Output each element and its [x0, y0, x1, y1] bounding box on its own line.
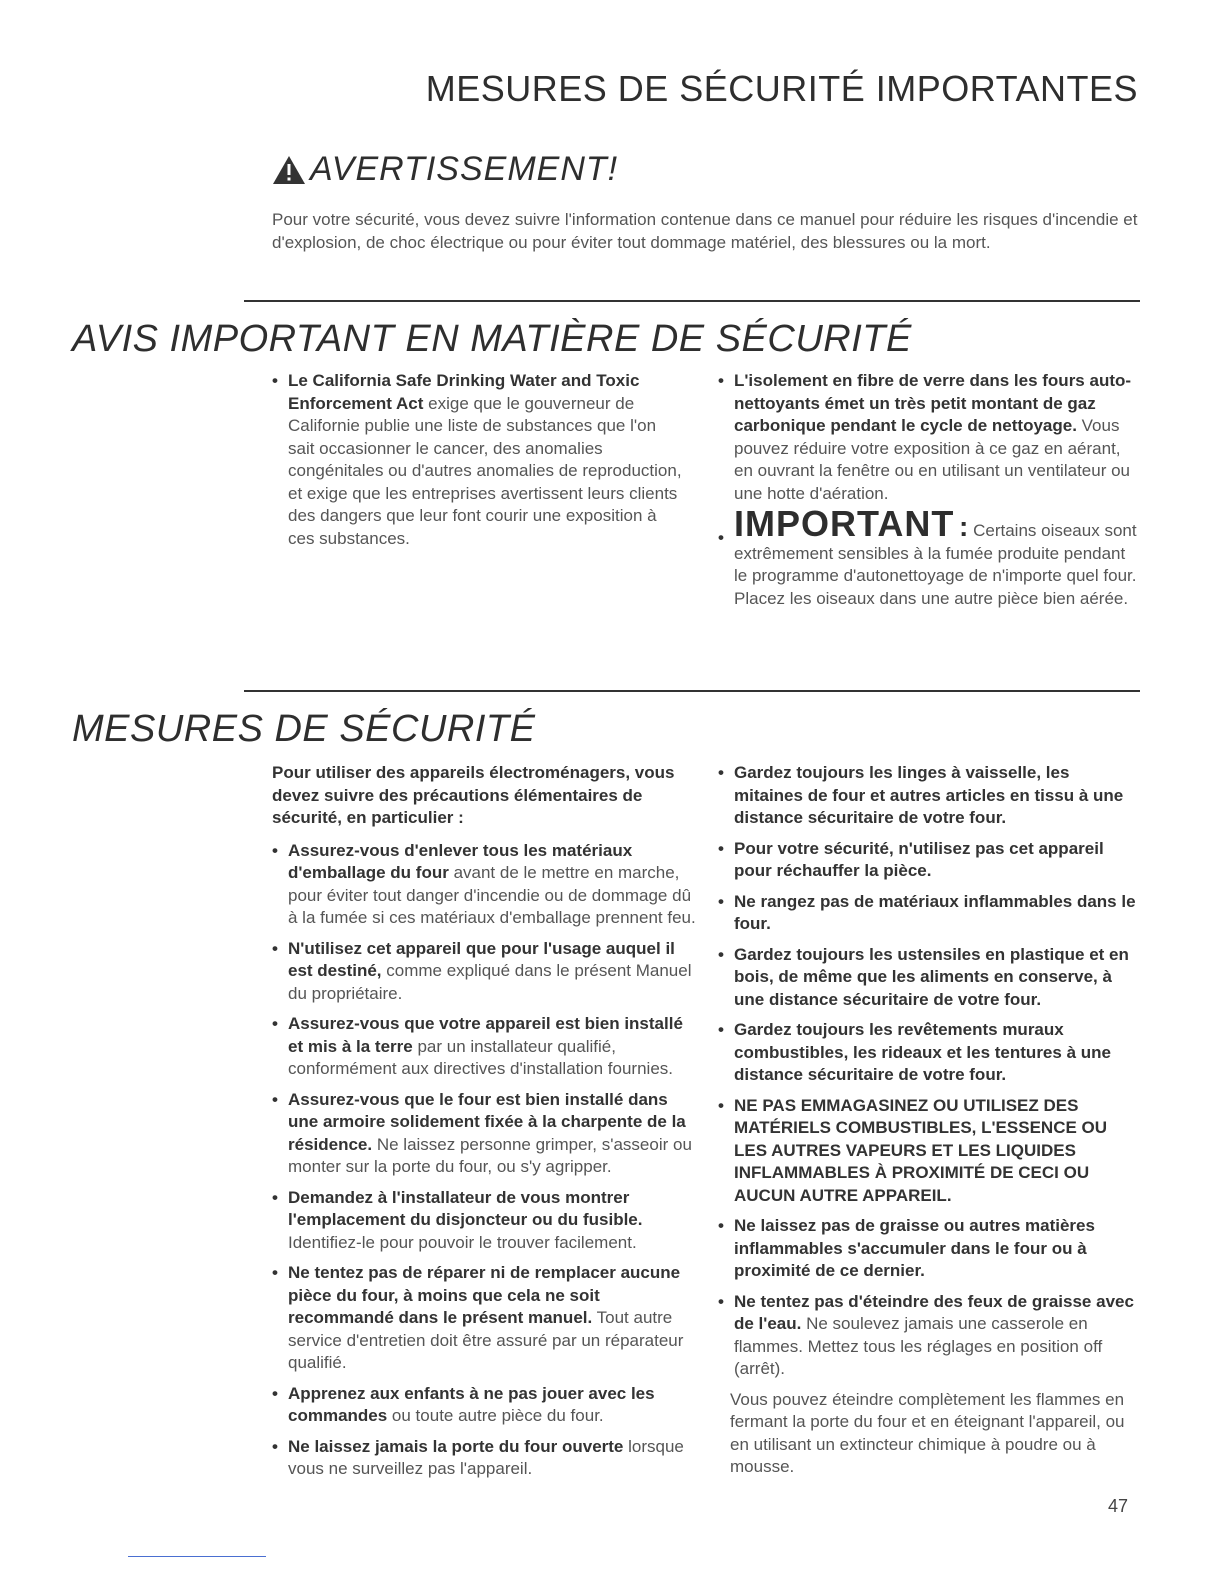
notice-title: AVIS IMPORTANT EN MATIÈRE DE SÉCURITÉ: [72, 318, 912, 360]
item-text: lorsque vous ne surveillez pas l'appareil.: [288, 1436, 684, 1478]
item-bold: NE PAS EMMAGASINEZ OU UTILISEZ DES MATÉRIELS COMBUSTIBLES, L'ESSENCE OU LES AUTRES VAPEURS ET LES LIQUIDES INFLAMMABLES À PROXIMITÉ DE CECI OU AUCUN AUTRE APPAREIL.: [734, 1095, 1108, 1205]
item-text: Identifiez-le pour pouvoir le trouver facilement.: [288, 1232, 637, 1252]
safety-left-column: [272, 762, 697, 1489]
item-bold: Assurez-vous que votre appareil est bien installé et mis à la terre: [288, 1014, 683, 1056]
item-bold: Ne tentez pas d'éteindre des feux de graisse avec de l'eau.: [734, 1291, 1134, 1333]
important-colon: :: [959, 511, 969, 542]
item-bold: Ne laissez pas de graisse ou autres matières inflammables s'accumuler dans le four ou à proximité de ce dernier.: [734, 1216, 1095, 1280]
notice-right-item: [718, 370, 1143, 505]
item-bold: Demandez à l'installateur de vous montrer l'emplacement du disjoncteur ou du fusible.: [288, 1187, 643, 1229]
item-text: comme expliqué dans le présent Manuel du propriétaire.: [288, 961, 692, 1003]
notice-right-column: [718, 370, 1143, 610]
important-note: [718, 503, 1143, 610]
list-item: [272, 1383, 697, 1428]
item-bold: Ne rangez pas de matériaux inflammables dans le four.: [734, 891, 1136, 933]
list-item: [718, 1291, 1143, 1381]
list-item: [718, 1215, 1143, 1283]
page-title: MESURES DE SÉCURITÉ IMPORTANTES: [425, 68, 1138, 109]
item-text: avant de le mettre en marche, pour éviter tout danger d'incendie ou de dommage dû à la fumée si ces matériaux d'emballage prennent feu.: [288, 863, 696, 927]
list-item: [272, 1262, 697, 1375]
closing-paragraph: Vous pouvez éteindre complètement les flammes en fermant la porte du four et en éteignant l'appareil, ou en utilisant un extincteur chimique à poudre ou à mousse.: [730, 1389, 1125, 1476]
list-item: [718, 762, 1143, 830]
safety-right-column: [718, 762, 1143, 1479]
safety-right-list: [718, 762, 1143, 1381]
item-bold: Gardez toujours les ustensiles en plastique et en bois, de même que les aliments en conserve, à une distance sécuritaire de votre four.: [734, 944, 1129, 1009]
item-text: Tout autre service d'entretien doit être assuré par un réparateur qualifié.: [288, 1308, 684, 1372]
safety-intro: Pour utiliser des appareils électroménagers, vous devez suivre des précautions élémentaires de sécurité, en particulier :: [272, 763, 675, 827]
warning-triangle-icon: [272, 154, 306, 186]
divider-2: [244, 690, 1140, 692]
list-item: [718, 1019, 1143, 1087]
bottom-rule: [128, 1556, 266, 1557]
notice-right-text: Vous pouvez réduire votre exposition à ce gaz en aérant, en ouvrant la fenêtre ou en utilisant un ventilateur ou une hotte d'aération.: [734, 416, 1130, 503]
item-bold: Gardez toujours les linges à vaisselle, les mitaines de four et autres articles en tissu à une distance sécuritaire de votre four.: [734, 763, 1124, 827]
important-text: Certains oiseaux sont extrêmement sensibles à la fumée produite pendant le programme d'autonettoyage de n'importe quel four. Placez les oiseaux dans une autre pièce bien aérée.: [734, 521, 1137, 608]
item-bold: Gardez toujours les revêtements muraux combustibles, les rideaux et les tentures à une distance sécuritaire de votre four.: [734, 1020, 1111, 1084]
list-item: [718, 944, 1143, 1012]
item-bold: Pour votre sécurité, n'utilisez pas cet appareil pour réchauffer la pièce.: [734, 838, 1104, 880]
item-text: Ne laissez personne grimper, s'asseoir ou monter sur la porte du four, ou s'y agripper.: [288, 1134, 692, 1176]
divider-1: [244, 300, 1140, 302]
list-item: [718, 838, 1143, 883]
item-bold: Assurez-vous d'enlever tous les matériaux d'emballage du four: [288, 840, 633, 882]
item-text: Ne soulevez jamais une casserole en flammes. Mettez tous les réglages en position off (arrêt).: [734, 1314, 1103, 1378]
item-bold: Ne laissez jamais la porte du four ouverte: [288, 1436, 624, 1456]
list-item: [272, 938, 697, 1006]
warning-title: AVERTISSEMENT!: [310, 150, 619, 188]
notice-left-item: [272, 370, 682, 550]
item-bold: Assurez-vous que le four est bien installé dans une armoire solidement fixée à la charpente de la résidence.: [288, 1089, 686, 1154]
notice-left-text: exige que le gouverneur de Californie publie une liste de substances que l'on sait occasionner le cancer, des anomalies congénitales ou d'autres anomalies de reproduction, et exige que les entreprises avertissent leurs clients des dangers que leur font courir une exposition à ces substances.: [288, 393, 682, 548]
list-item: [718, 891, 1143, 936]
list-item: [272, 1013, 697, 1081]
item-bold: Ne tentez pas de réparer ni de remplacer aucune pièce du four, à moins que cela ne soit recommandé dans le présent manuel.: [288, 1263, 681, 1327]
notice-left-bold: Le California Safe Drinking Water and Toxic Enforcement Act: [288, 371, 640, 413]
warning-text: Pour votre sécurité, vous devez suivre l'information contenue dans ce manuel pour réduire les risques d'incendie et d'explosion, de choc électrique ou pour éviter tout dommage matériel, des blessures ou la mort.: [272, 210, 1138, 252]
list-item: [272, 1089, 697, 1179]
warning-heading: [272, 150, 618, 189]
safety-left-list: [272, 840, 697, 1481]
item-text: ou toute autre pièce du four.: [387, 1406, 604, 1425]
item-bold: N'utilisez cet appareil que pour l'usage auquel il est destiné,: [288, 938, 675, 980]
notice-right-bold: L'isolement en fibre de verre dans les fours auto-nettoyants émet un très petit montant de gaz carbonique pendant le cycle de nettoyage.: [734, 371, 1132, 435]
list-item: [718, 1095, 1143, 1208]
list-item: [272, 840, 697, 930]
item-text: par un installateur qualifié, conformément aux directives d'installation fournies.: [288, 1036, 673, 1078]
safety-title: MESURES DE SÉCURITÉ: [72, 708, 536, 750]
notice-left-column: [272, 370, 682, 558]
important-word: IMPORTANT: [734, 503, 955, 544]
list-item: [272, 1187, 697, 1255]
important-bullet: •: [718, 528, 724, 547]
item-bold: Apprenez aux enfants à ne pas jouer avec les commandes: [288, 1383, 655, 1425]
list-item: [272, 1436, 697, 1481]
page-number: 47: [1107, 1496, 1128, 1516]
